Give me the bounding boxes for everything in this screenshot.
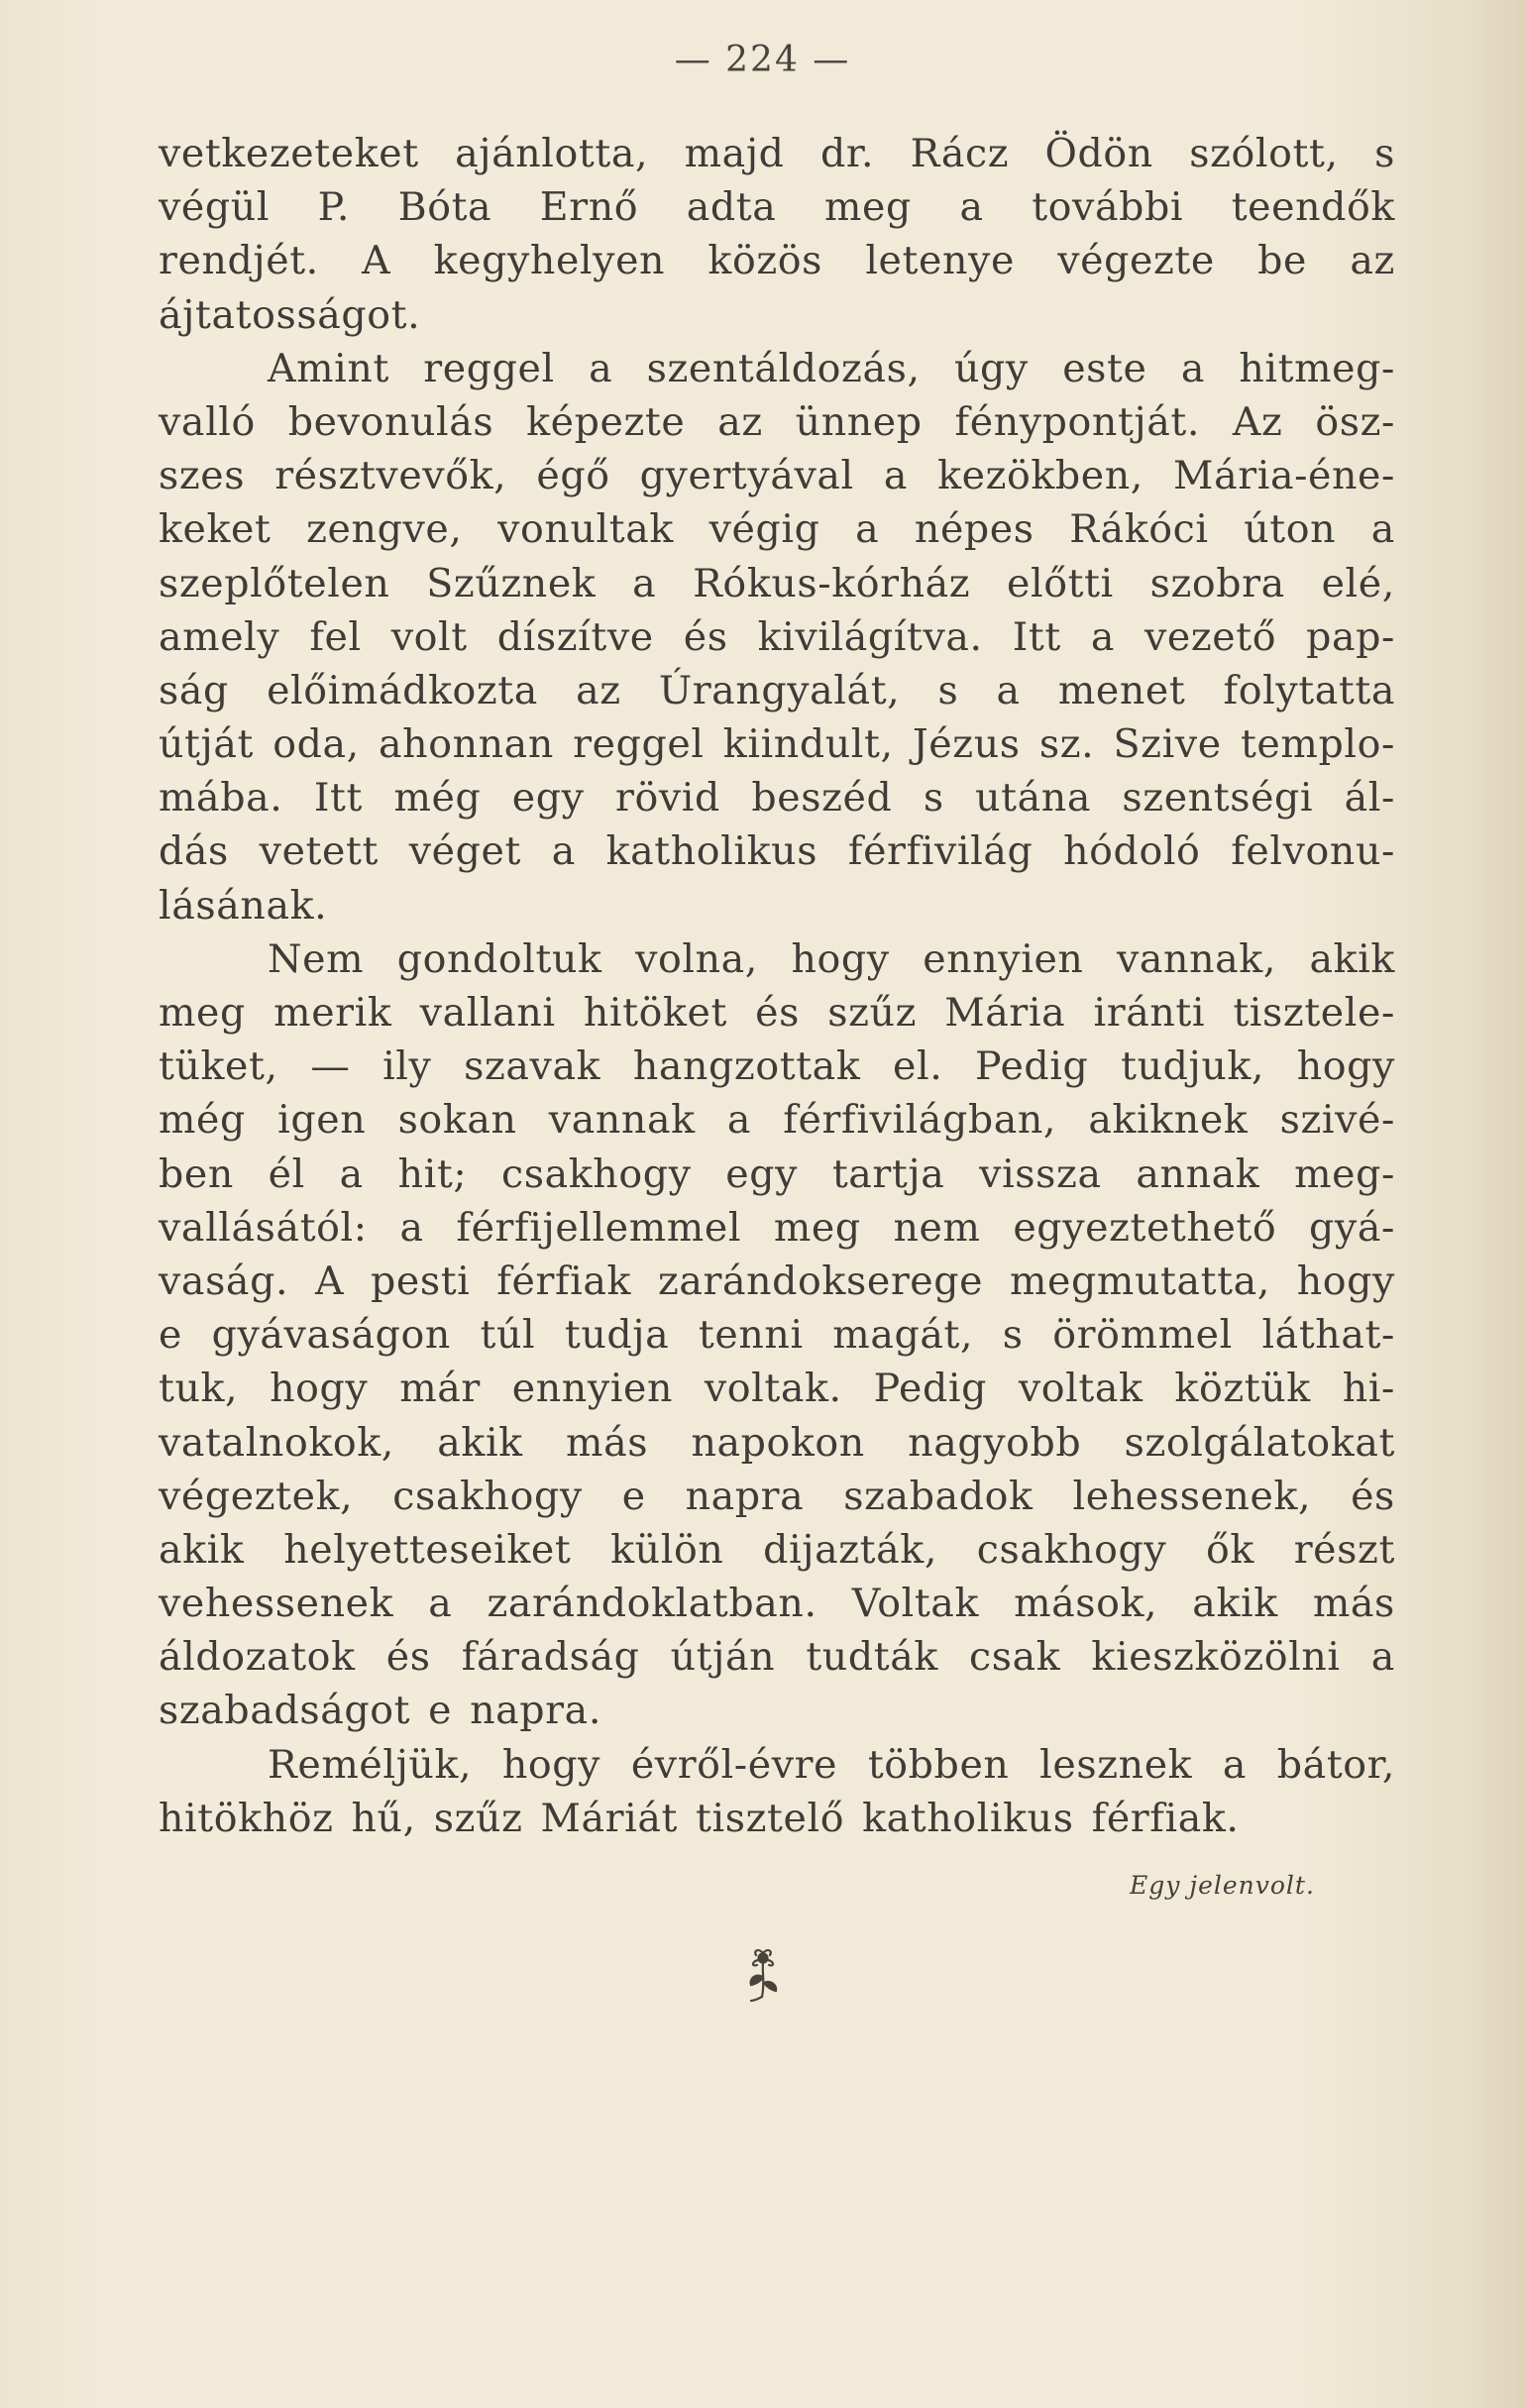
text-line: lásának.: [159, 882, 328, 929]
text-line: rendjét. A kegyhelyen közös letenye végezte be az: [159, 238, 1395, 284]
text-line: szabadságot e napra.: [159, 1688, 601, 1734]
text-line: még igen sokan vannak a férfivilágban, akiknek szivé-: [159, 1097, 1395, 1144]
text-line: akik helyetteseiket külön dijazták, csakhogy ők részt: [159, 1526, 1395, 1573]
text-line: vaság. A pesti férfiak zarándokserege megmutatta, hogy: [159, 1258, 1395, 1304]
text-line: ájtatosságot.: [159, 291, 421, 338]
text-line: hitökhöz hű, szűz Máriát tisztelő katholikus férfiak.: [159, 1795, 1240, 1841]
text-line: áldozatok és fáradság útján tudták csak kieszközölni a: [159, 1634, 1395, 1681]
text-line: Nem gondoltuk volna, hogy ennyien vannak, akik: [268, 935, 1395, 982]
text-line: Amint reggel a szentáldozás, úgy este a hitmeg-: [268, 345, 1395, 391]
text-line: vetkezeteket ajánlotta, majd dr. Rácz Ödön szólott, s: [159, 131, 1395, 176]
text-line: végeztek, csakhogy e napra szabadok lehessenek, és: [159, 1473, 1395, 1519]
text-line: szes résztvevők, égő gyertyával a kezökben, Mária-éne-: [159, 453, 1395, 499]
signature: Egy jelenvolt.: [1130, 1871, 1315, 1900]
text-line: szeplőtelen Szűznek a Rókus-kórház előtti szobra elé,: [159, 560, 1395, 606]
text-line: tuk, hogy már ennyien voltak. Pedig voltak köztük hi-: [159, 1366, 1395, 1412]
text-line: Reméljük, hogy évről-évre többen lesznek a bátor,: [268, 1741, 1395, 1788]
text-line: ság előimádkozta az Úrangyalát, s a menet folytatta: [159, 667, 1395, 713]
text-line: vallásától: a férfijellemmel meg nem egyeztethető gyá-: [159, 1204, 1395, 1251]
body-text: [159, 127, 1395, 1845]
text-line: tüket, — ily szavak hangzottak el. Pedig tudjuk, hogy: [159, 1043, 1395, 1090]
text-line: meg merik vallani hitöket és szűz Mária iránti tisztele-: [159, 990, 1395, 1036]
flower-ornament-icon: [741, 1947, 785, 2003]
text-line: keket zengve, vonultak végig a népes Rákóci úton a: [159, 506, 1395, 553]
text-line: vehessenek a zarándoklatban. Voltak mások, akik más: [159, 1581, 1395, 1627]
text-line: amely fel volt díszítve és kivilágítva. Itt a vezető pap-: [159, 613, 1395, 660]
text-line: valló bevonulás képezte az ünnep fénypontját. Az ösz-: [159, 398, 1395, 445]
text-line: mába. Itt még egy rövid beszéd s utána szentségi ál-: [159, 775, 1395, 821]
text-line: e gyávaságon túl tudja tenni magát, s örömmel láthat-: [159, 1312, 1395, 1359]
text-line: dás vetett véget a katholikus férfivilág hódoló felvonu-: [159, 828, 1395, 875]
text-line: útját oda, ahonnan reggel kiindult, Jézus sz. Szive templo-: [159, 721, 1395, 768]
page-number: — 224 —: [674, 40, 851, 80]
text-line: ben él a hit; csakhogy egy tartja vissza annak meg-: [159, 1150, 1395, 1197]
text-line: vatalnokok, akik más napokon nagyobb szolgálatokat: [159, 1419, 1395, 1466]
text-line: végül P. Bóta Ernő adta meg a további teendők: [159, 184, 1395, 231]
